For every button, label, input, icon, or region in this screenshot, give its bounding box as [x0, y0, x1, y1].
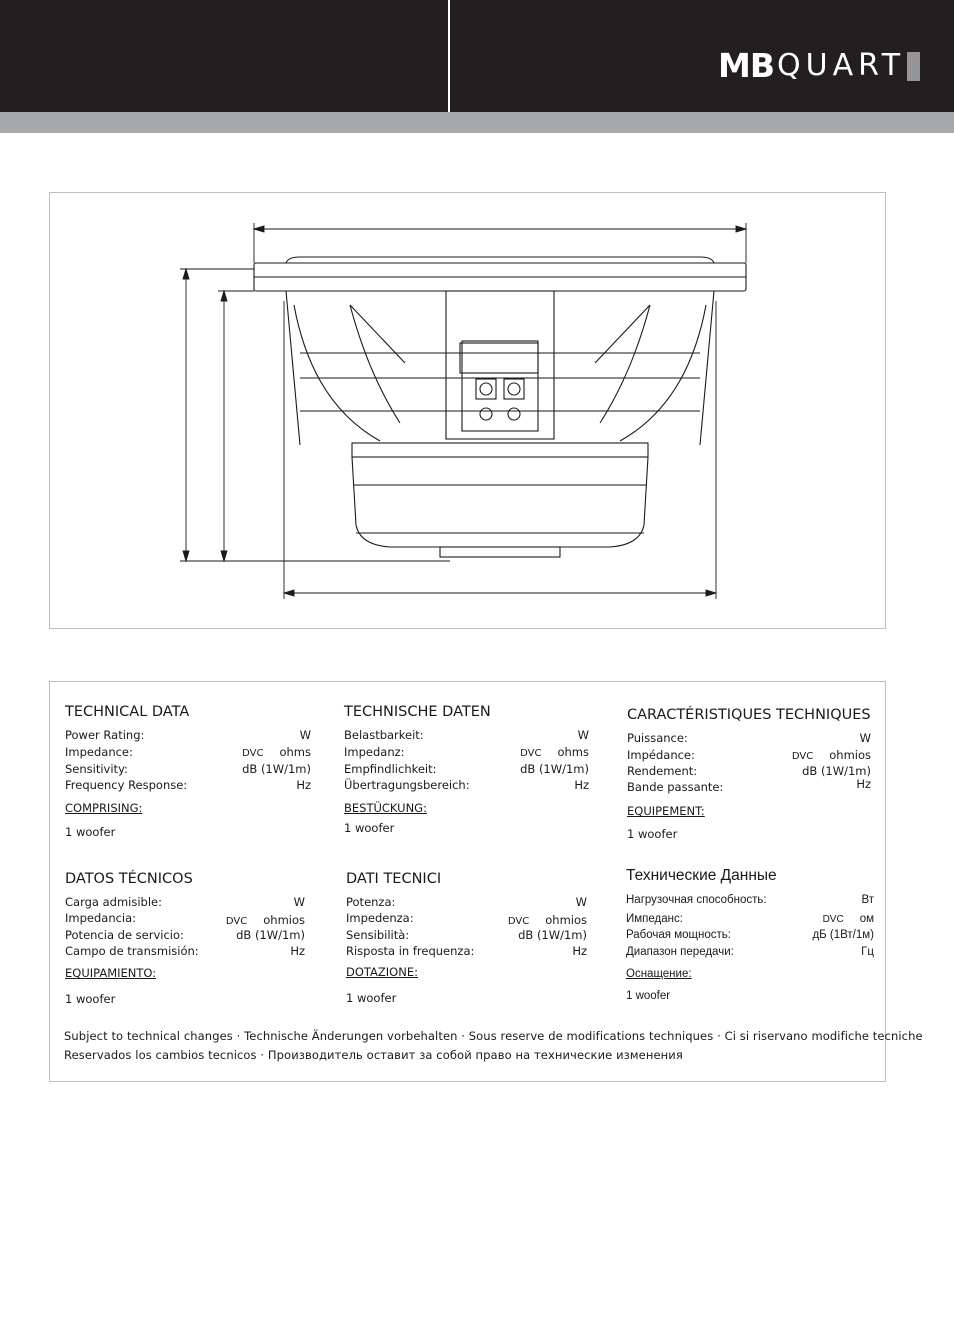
- dvc-label: DVC: [242, 748, 264, 759]
- spec-unit: Hz: [572, 944, 587, 958]
- spec-unit: dB (1W/1m): [520, 762, 589, 776]
- technical-changes-note: Subject to technical changes · Technische Änderungen vorbehalten · Sous reserve de modifications techniques · Ci si riservano modifiche tecniche: [64, 1029, 923, 1043]
- spec-label: Übertragungsbereich:: [344, 778, 470, 792]
- spec-row: [344, 744, 589, 760]
- column-title: CARACTÉRISTIQUES TECHNIQUES: [627, 707, 871, 723]
- spec-unit: W: [299, 728, 311, 742]
- spec-unit: dB (1W/1m): [236, 928, 305, 942]
- spec-label: Belastbarkeit:: [344, 728, 424, 742]
- spec-row: [65, 927, 305, 943]
- spec-unit: Hz: [856, 777, 871, 791]
- spec-unit-text: ohms: [557, 745, 589, 759]
- spec-label: Диапазон передачи:: [626, 946, 734, 958]
- spec-label: Power Rating:: [65, 728, 145, 742]
- spec-row: [626, 892, 874, 908]
- spec-row: [65, 777, 311, 793]
- spec-unit: Hz: [296, 778, 311, 792]
- spec-unit: Hz: [574, 778, 589, 792]
- spec-row: [346, 894, 587, 910]
- comprising-heading: EQUIPEMENT:: [627, 804, 705, 818]
- spec-label: Нагрузочная способность:: [626, 894, 767, 906]
- dvc-label: DVC: [791, 751, 814, 762]
- spec-row: [65, 744, 311, 760]
- comprising-heading: Оснащение:: [626, 968, 692, 980]
- spec-label: Potencia de servicio:: [65, 928, 184, 942]
- comprising-heading: BESTÜCKUNG:: [344, 801, 427, 815]
- component-item: 1 woofer: [627, 827, 678, 841]
- dvc-label: DVC: [822, 914, 844, 925]
- component-item: 1 woofer: [65, 825, 116, 839]
- spec-row: [627, 779, 871, 795]
- dvc-label: DVC: [520, 748, 542, 759]
- spec-unit: Вт: [861, 894, 874, 906]
- spec-unit-text: ohmios: [263, 913, 305, 927]
- spec-unit: Гц: [861, 946, 874, 958]
- logo-quart: QUART: [777, 48, 906, 83]
- dvc-label: DVC: [507, 916, 530, 927]
- spec-label: Puissance:: [627, 731, 688, 745]
- spec-label: Impédance:: [627, 748, 695, 762]
- spec-row: [627, 747, 871, 763]
- spec-label: Bande passante:: [627, 780, 724, 794]
- speaker-outline: [254, 257, 746, 557]
- spec-label: Campo de transmisión:: [65, 944, 199, 958]
- spec-row: [65, 943, 305, 959]
- component-item: 1 woofer: [344, 821, 395, 835]
- column-title: TECHNICAL DATA: [65, 704, 190, 720]
- spec-label: Sensibilità:: [346, 928, 410, 942]
- spec-unit: [520, 744, 589, 762]
- spec-unit: W: [293, 895, 305, 909]
- column-title: DATI TECNICI: [346, 871, 442, 887]
- woofer-side-view-drawing: [50, 193, 887, 630]
- gray-band: [0, 112, 954, 133]
- component-item: 1 woofer: [65, 992, 116, 1006]
- column-title: TECHNISCHE DATEN: [344, 704, 491, 720]
- spec-unit: W: [859, 731, 871, 745]
- spec-row: [65, 761, 311, 777]
- dvc-label: DVC: [225, 916, 248, 927]
- spec-row: [626, 911, 874, 927]
- spec-row: [626, 944, 874, 960]
- spec-row: [65, 910, 305, 926]
- spec-row: [627, 763, 871, 779]
- spec-unit: [242, 744, 311, 762]
- spec-unit: дБ (1Вт/1м): [812, 929, 874, 941]
- comprising-heading: EQUIPAMIENTO:: [65, 966, 157, 980]
- column-title: DATOS TÉCNICOS: [65, 871, 193, 887]
- spec-label: Impedenza:: [346, 911, 414, 925]
- spec-unit-text: ом: [859, 913, 874, 925]
- spec-row: [626, 927, 874, 943]
- spec-label: Carga admisible:: [65, 895, 162, 909]
- spec-unit-text: ohms: [279, 745, 311, 759]
- spec-row: [346, 927, 587, 943]
- spec-unit: Hz: [290, 944, 305, 958]
- spec-unit-text: ohmios: [829, 748, 871, 762]
- spec-row: [344, 761, 589, 777]
- spec-unit: dB (1W/1m): [802, 764, 871, 778]
- spec-label: Impedance:: [65, 745, 133, 759]
- header-divider: [448, 0, 450, 112]
- spec-unit: dB (1W/1m): [518, 928, 587, 942]
- technical-specs-panel: [49, 681, 923, 1082]
- spec-row: [344, 777, 589, 793]
- column-title: Технические Данные: [626, 867, 777, 884]
- spec-label: Impedanz:: [344, 745, 405, 759]
- mb-quart-logo: [718, 48, 920, 84]
- spec-label: Импеданс:: [626, 913, 683, 925]
- spec-label: Impedancia:: [65, 911, 137, 925]
- spec-unit-text: ohmios: [545, 913, 587, 927]
- component-item: 1 woofer: [626, 990, 671, 1002]
- spec-row: [346, 943, 587, 959]
- technical-changes-note: Reservados los cambios tecnicos · Производитель оставит за собой право на технические изменения: [64, 1048, 683, 1062]
- dimension-drawing: [49, 192, 886, 629]
- spec-label: Sensitivity:: [65, 762, 128, 776]
- spec-unit: W: [575, 895, 587, 909]
- spec-row: [65, 894, 305, 910]
- spec-label: Empfindlichkeit:: [344, 762, 437, 776]
- component-item: 1 woofer: [346, 991, 397, 1005]
- comprising-heading: DOTAZIONE:: [346, 965, 418, 979]
- spec-unit: [823, 911, 874, 928]
- spec-label: Risposta in frequenza:: [346, 944, 475, 958]
- spec-label: Rendement:: [627, 764, 698, 778]
- spec-row: [344, 727, 589, 743]
- spec-unit: dB (1W/1m): [242, 762, 311, 776]
- spec-label: Рабочая мощность:: [626, 929, 731, 941]
- spec-label: Frequency Response:: [65, 778, 188, 792]
- spec-label: Potenza:: [346, 895, 396, 909]
- logo-mb: MB: [718, 46, 774, 85]
- spec-row: [346, 910, 587, 926]
- spec-row: [627, 730, 871, 746]
- header-bar: [0, 0, 954, 112]
- comprising-heading: COMPRISING:: [65, 801, 143, 815]
- logo-block: [907, 52, 920, 81]
- spec-unit: W: [577, 728, 589, 742]
- spec-row: [65, 727, 311, 743]
